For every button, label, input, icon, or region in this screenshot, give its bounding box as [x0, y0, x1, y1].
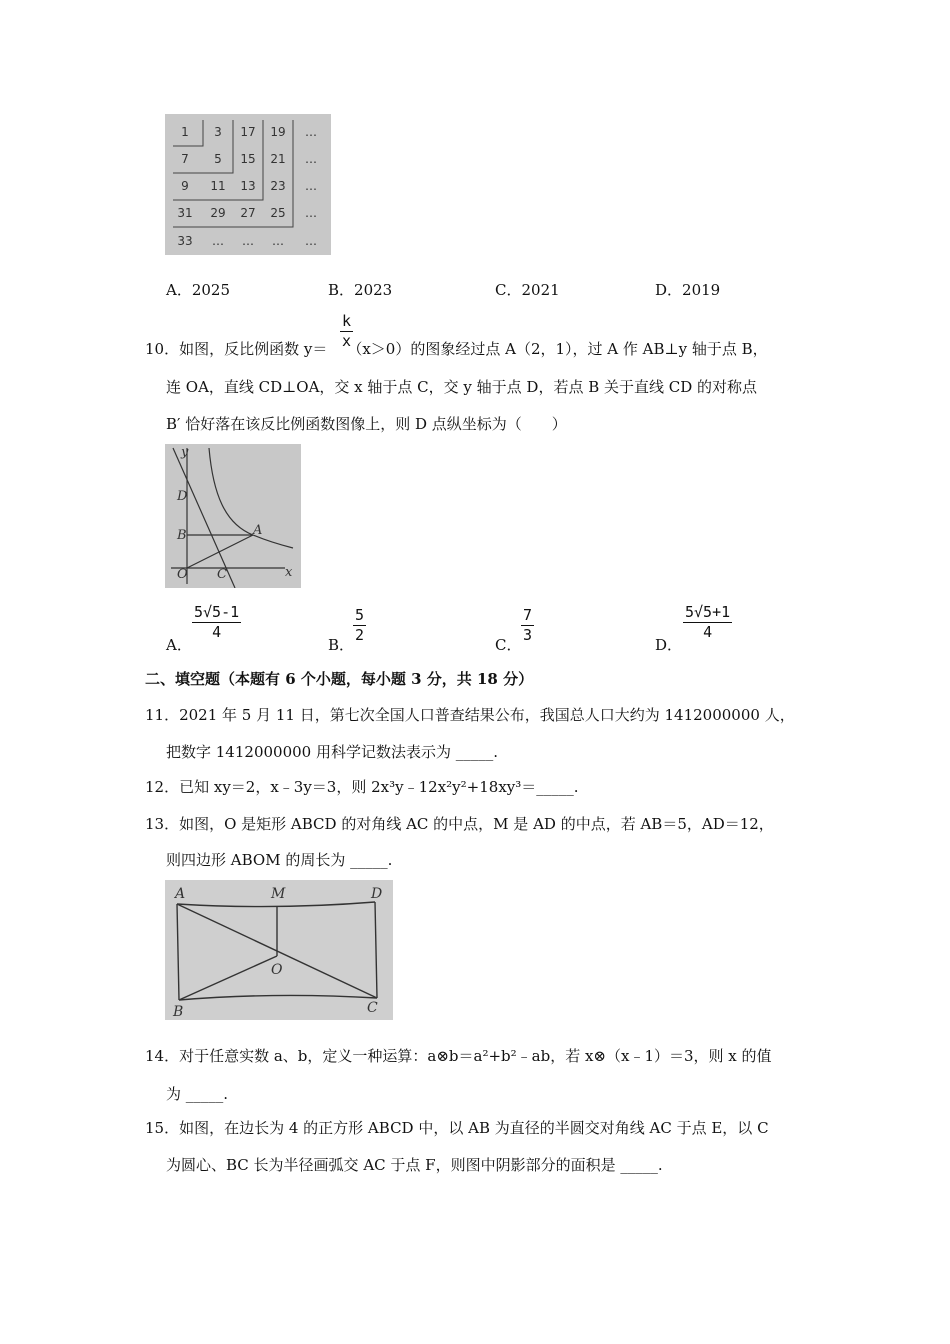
grid-cell: 9: [181, 179, 189, 193]
q10-label-d: D: [177, 489, 188, 504]
q10-graph-figure: [165, 444, 301, 588]
number-grid-figure: [165, 114, 331, 255]
q10-option-c-denominator: 3: [523, 626, 533, 644]
q10-text-a: 如图，反比例函数 y＝: [179, 340, 328, 358]
q10-fraction-denominator: x: [342, 332, 352, 350]
grid-cell: 11: [210, 179, 226, 193]
q10-option-a-numerator: 5√5-1: [194, 603, 240, 621]
q13-rectangle-svg: [165, 880, 393, 1020]
q10-option-b-denominator: 2: [355, 626, 365, 644]
grid-cell: …: [305, 179, 317, 193]
q10-option-c-fraction: [521, 606, 534, 645]
grid-cell: 33: [177, 234, 193, 248]
q10-option-b-fraction: [353, 606, 366, 645]
q10-option-d-numerator: 5√5+1: [685, 603, 731, 621]
q10-label-c: C: [217, 567, 227, 582]
q10-number: 10．: [145, 340, 180, 358]
grid-cell: …: [242, 234, 254, 248]
q10-line-2: 连 OA，直线 CD⊥OA，交 x 轴于点 C，交 y 轴于点 D，若点 B 关于直线 CD 的对称点: [166, 378, 758, 396]
q9-option-b[interactable]: B．2023: [328, 281, 393, 299]
q13-rectangle-figure: [165, 880, 393, 1020]
q10-label-a: A: [253, 523, 263, 538]
number-grid-svg: [165, 114, 331, 255]
q9-option-c[interactable]: C．2021: [495, 281, 560, 299]
grid-cell: …: [305, 152, 317, 166]
q14-line-2: 为 _____.: [166, 1085, 229, 1103]
q15-line-1: 15．如图，在边长为 4 的正方形 ABCD 中，以 AB 为直径的半圆交对角线 AC 于点 E，以 C: [145, 1119, 769, 1137]
q13-line-2: 则四边形 ABOM 的周长为 _____.: [166, 851, 393, 869]
grid-cell: 23: [270, 179, 286, 193]
q10-text-b: （x＞0）的图象经过点 A（2，1），过 A 作 AB⊥y 轴于点 B，: [347, 340, 768, 358]
q13-label-d: D: [371, 886, 383, 902]
q10-label-o: O: [177, 567, 188, 582]
q10-option-c-numerator: 7: [523, 606, 533, 624]
q10-option-d-fraction: [683, 603, 732, 642]
grid-cell: 29: [210, 206, 226, 220]
q10-line-3: B′ 恰好落在该反比例函数图像上，则 D 点纵坐标为（ ）: [166, 415, 567, 433]
q11-line-1: 11．2021 年 5 月 11 日，第七次全国人口普查结果公布，我国总人口大约为 1412000000 人，: [145, 706, 795, 724]
q10-graph-svg: [165, 444, 301, 588]
q10-label-x: x: [285, 565, 293, 580]
section-heading: 二、填空题（本题有 6 个小题，每小题 3 分，共 18 分）: [145, 670, 534, 688]
q13-label-c: C: [367, 1000, 378, 1016]
q10-option-d-denominator: 4: [703, 623, 713, 641]
q11-line-2: 把数字 1412000000 用科学记数法表示为 _____.: [166, 743, 499, 761]
q10-fraction-numerator: k: [342, 312, 352, 330]
q10-option-d[interactable]: D．: [655, 636, 683, 654]
grid-cell: 19: [270, 125, 286, 139]
q10-option-b[interactable]: B．: [328, 636, 355, 654]
q10-option-a-denominator: 4: [212, 623, 222, 641]
q13-label-b: B: [173, 1004, 184, 1020]
grid-cell: 17: [240, 125, 256, 139]
grid-cell: 31: [177, 206, 193, 220]
q13-line-1: 13．如图，O 是矩形 ABCD 的对角线 AC 的中点，M 是 AD 的中点，若 AB＝5，AD＝12，: [145, 815, 774, 833]
grid-cell: 15: [240, 152, 256, 166]
q9-option-d[interactable]: D．2019: [655, 281, 721, 299]
q10-line-1: [145, 338, 768, 359]
q13-label-o: O: [271, 962, 283, 978]
grid-cell: 27: [240, 206, 256, 220]
q10-option-a-fraction: [192, 603, 241, 642]
grid-cell: 21: [270, 152, 286, 166]
grid-cell: 25: [270, 206, 286, 220]
q13-label-m: M: [271, 886, 286, 902]
grid-cell: 1: [181, 125, 189, 139]
q10-option-b-numerator: 5: [355, 606, 365, 624]
q15-line-2: 为圆心、BC 长为半径画弧交 AC 于点 F，则图中阴影部分的面积是 _____.: [166, 1156, 663, 1174]
grid-cell: …: [212, 234, 224, 248]
q14-line-1: 14．对于任意实数 a、b，定义一种运算：a⊗b＝a²+b²﹣ab，若 x⊗（x﹣1）＝3，则 x 的值: [145, 1047, 772, 1065]
q13-label-a: A: [175, 886, 186, 902]
q10-option-a[interactable]: A．: [166, 636, 192, 654]
grid-cell: 13: [240, 179, 256, 193]
grid-cell: 7: [181, 152, 189, 166]
q10-label-y: y: [181, 445, 189, 460]
q12-line-1: 12．已知 xy＝2，x﹣3y＝3，则 2x³y﹣12x²y²+18xy³＝_____.: [145, 778, 579, 796]
q9-option-a[interactable]: A．2025: [166, 281, 231, 299]
q10-option-c[interactable]: C．: [495, 636, 522, 654]
grid-cell: …: [305, 234, 317, 248]
q10-label-b: B: [177, 528, 187, 543]
grid-cell: …: [305, 125, 317, 139]
grid-cell: …: [305, 206, 317, 220]
grid-cell: …: [272, 234, 284, 248]
grid-cell: 5: [214, 152, 222, 166]
grid-cell: 3: [214, 125, 222, 139]
